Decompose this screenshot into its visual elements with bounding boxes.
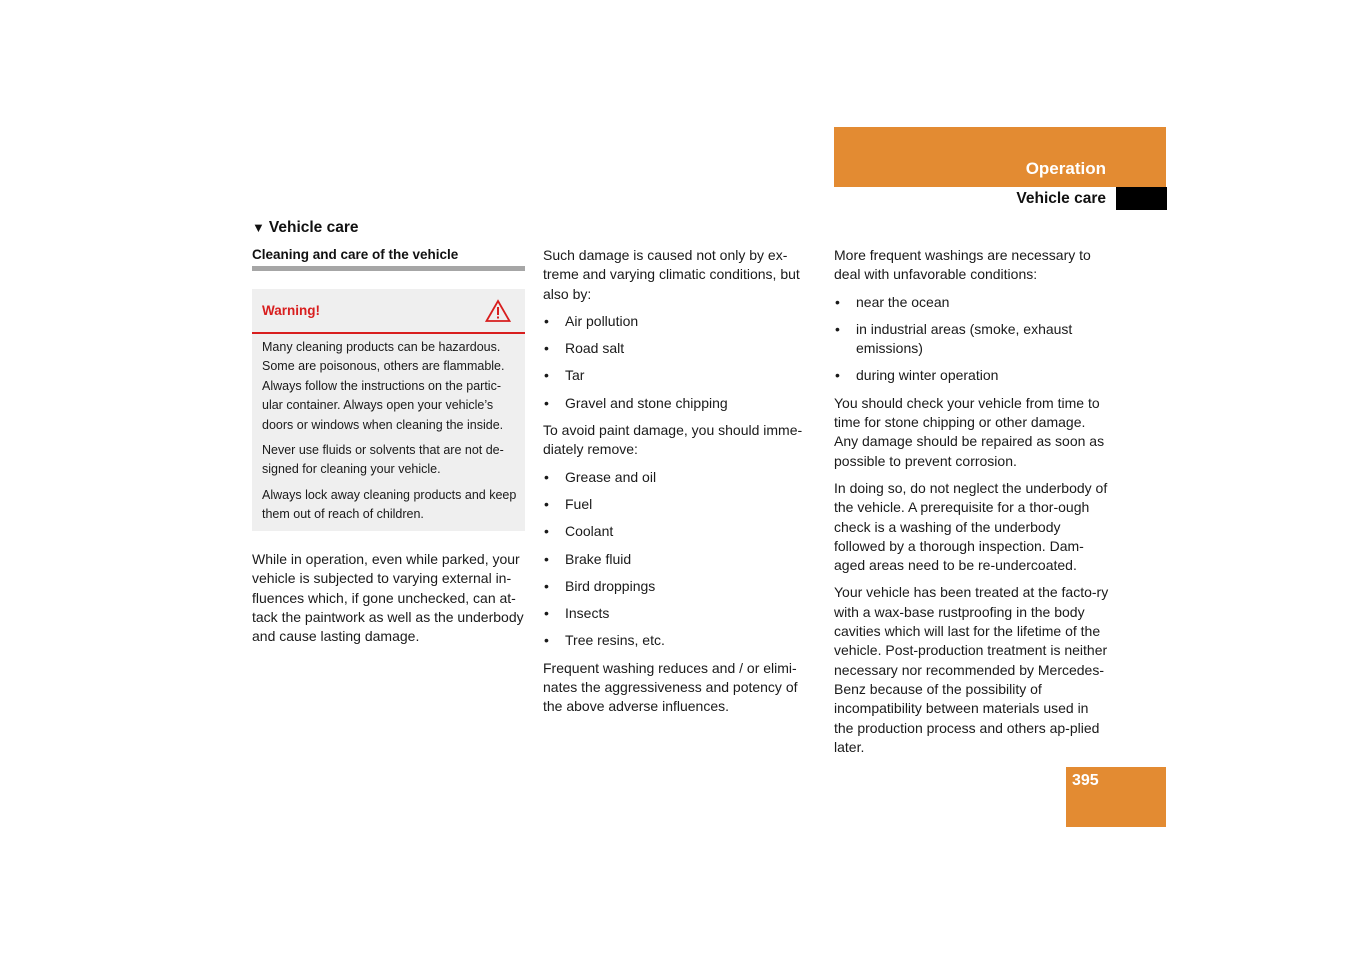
paragraph: Such damage is caused not only by ex-treme and varying climatic conditions, but also by: [543, 247, 800, 302]
triangle-down-icon: ▼ [252, 220, 265, 235]
list-item: • Gravel and stone chipping [543, 394, 815, 413]
list-item: • Tar [543, 366, 815, 385]
paragraph: You should check your vehicle from time to time for stone chipping or other damage. Any damage should be repaired as soon as possible to prevent corrosion. [834, 394, 1105, 469]
subsection-title: Vehicle care [1016, 190, 1106, 207]
paragraph: Frequent washing reduces and / or elimi-nates the aggressiveness and potency of the above adverse influences. [543, 659, 798, 715]
list-item: • Grease and oil [543, 468, 815, 487]
column-2 [543, 246, 815, 725]
list-item: • Coolant [543, 522, 815, 541]
warning-title: Warning! [262, 303, 320, 318]
list-item: • Tree resins, etc. [543, 631, 815, 650]
warning-paragraph: Many cleaning products can be hazardous. Some are poisonous, others are flammable. Always follow the instructions on the partic-ular container. Always open your vehicle’s doors or windows when cleaning the inside. [262, 340, 505, 432]
warning-paragraph: Never use fluids or solvents that are not de-signed for cleaning your vehicle. [262, 443, 504, 477]
warning-body [262, 338, 520, 531]
page-number-tab [1066, 767, 1166, 827]
column-1 [252, 550, 528, 654]
section-title: Operation [1025, 159, 1106, 178]
list-item: • Brake fluid [543, 550, 815, 569]
list-item: • in industrial areas (smoke, exhaust emissions) [834, 320, 1110, 359]
page-number: 395 [1072, 772, 1099, 789]
warning-triangle-icon [485, 299, 511, 323]
subsection-marker [1116, 187, 1167, 210]
bullet-list [834, 293, 1110, 386]
column-3 [834, 246, 1110, 765]
paragraph: To avoid paint damage, you should imme-diately remove: [543, 422, 803, 458]
list-item: • during winter operation [834, 366, 1110, 385]
bullet-list [543, 468, 815, 651]
page-title [252, 219, 359, 237]
list-item: • Bird droppings [543, 577, 815, 596]
warning-paragraph: Always lock away cleaning products and keep them out of reach of children. [262, 487, 517, 522]
list-item: • Fuel [543, 495, 815, 514]
list-item: • near the ocean [834, 293, 1110, 312]
warning-rule [252, 332, 525, 334]
list-item: • Insects [543, 604, 815, 623]
header-tab [834, 127, 1166, 187]
page-title-text: Vehicle care [268, 219, 359, 236]
list-item: • Air pollution [543, 312, 815, 331]
subtitle-rule [252, 266, 525, 271]
paragraph: In doing so, do not neglect the underbody of the vehicle. A prerequisite for a thor-ough check is a washing of the underbody followed by a thorough inspection. Dam-aged areas need to be re-undercoated. [834, 479, 1108, 574]
section-subtitle: Cleaning and care of the vehicle [252, 247, 459, 262]
paragraph: More frequent washings are necessary to deal with unfavorable conditions: [834, 247, 1091, 283]
bullet-list [543, 312, 815, 413]
warning-box [252, 289, 525, 531]
paragraph: Your vehicle has been treated at the facto-ry with a wax-base rustproofing in the body cavities which will last for the lifetime of the vehicle. Post-production treatment is neither necessary nor recommended by Mercedes-Benz because of the possibility of incompatibility between materials used in the production process and others ap-plied later. [834, 584, 1109, 755]
paragraph: While in operation, even while parked, your vehicle is subjected to varying external in-fluences which, if gone unchecked, can at-tack the paintwork as well as the underbody and cause lasting damage. [252, 551, 524, 645]
list-item: • Road salt [543, 339, 815, 358]
